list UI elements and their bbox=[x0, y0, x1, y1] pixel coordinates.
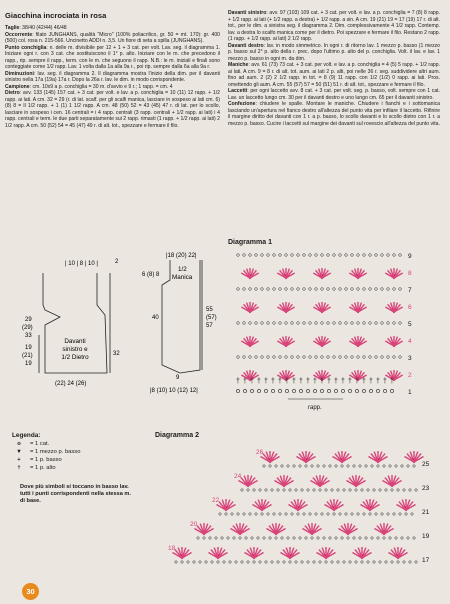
paragraph bbox=[228, 10, 440, 43]
shell-stitch bbox=[230, 523, 249, 535]
shell-stitch bbox=[310, 475, 329, 487]
shell-stitch bbox=[349, 268, 366, 279]
sleeve-right: 55 bbox=[206, 307, 213, 313]
svg-text:†: † bbox=[264, 378, 268, 385]
shell-stitch bbox=[396, 499, 415, 511]
sleeve-bottom2: |8 (10) 10 (12) 12| bbox=[150, 388, 198, 394]
shell-stitch bbox=[274, 475, 293, 487]
paragraph-heading: Punto conchiglia bbox=[5, 44, 47, 51]
shell-stitch bbox=[352, 547, 371, 559]
svg-text:†: † bbox=[313, 378, 317, 385]
shell-stitch bbox=[388, 547, 407, 559]
paragraph-text: : cm. 10x9 a p. conchiglia = 30 m. d'avvio e 9 r.; 1 rapp. = cm. 4 bbox=[29, 83, 173, 90]
paragraph bbox=[5, 32, 220, 45]
article-title: Giacchina incrociata in rosa bbox=[5, 11, 107, 20]
body-schematic bbox=[5, 245, 135, 405]
svg-text:†: † bbox=[271, 378, 275, 385]
diagram1 bbox=[228, 247, 428, 412]
paragraph-heading: Campione bbox=[5, 83, 30, 90]
row-number: 26 bbox=[256, 449, 264, 456]
paragraph-text: : chiudere le spalle. Montare le maniche. Chiudere i fianchi e i sottomanica lasciando un'apertura nel fianco destro all'altezza del punto vita per infilare il laccetto. Rifinire il margine diritto dei davanti con 1 r. a p. basso, lo scollo davanti e lo scollo dietro con 1 r. a mezzo p. basso. Cucire i laccetti sul margine dei davanti sul rovescio all'altezza del punto vita. bbox=[228, 101, 440, 127]
left-column bbox=[5, 10, 220, 129]
svg-text:†: † bbox=[390, 378, 394, 385]
legend-text: = 1 p. alto bbox=[30, 465, 56, 471]
shell-stitch bbox=[332, 451, 351, 463]
row-number: 2 bbox=[408, 372, 412, 379]
row-number: 20 bbox=[190, 521, 198, 528]
schematic-left-b: 19 bbox=[25, 345, 32, 351]
row-number: 1 bbox=[408, 389, 412, 396]
paragraph-text: : lav. seg. il diagramma 2. Il diagramma mostra l'inizio della dim. per il davanti sinistro nella 17a (19a) 17a r. Dopo la 26a r. lav. le dim. in modo corrispondente. bbox=[5, 70, 220, 83]
shell-stitch bbox=[349, 336, 366, 347]
svg-text:(21): (21) bbox=[22, 353, 33, 359]
legend-text: = 1 cat. bbox=[30, 441, 50, 447]
svg-text:†: † bbox=[306, 378, 310, 385]
legend-item bbox=[12, 448, 122, 456]
svg-text:57: 57 bbox=[206, 323, 213, 329]
sleeve-top: |18 (20) 22| bbox=[166, 253, 197, 259]
paragraph-heading: Dietro bbox=[5, 90, 20, 96]
svg-text:†: † bbox=[257, 378, 261, 385]
shell-stitch bbox=[338, 523, 357, 535]
paragraph-text: : filato JUNGHANS, qualità "Micro" (100% poliacrilico, gr. 50 = mt. 170): gr. 400 (500) col. rosa n. 215-566. Uncinetto ADDI n. 3,5. Un fiore di seta a spilla (JUNGHANS). bbox=[5, 31, 220, 44]
legend bbox=[12, 432, 122, 472]
row-number: 21 bbox=[422, 509, 430, 516]
shell-stitch bbox=[277, 268, 294, 279]
paragraph-heading: Occorrente bbox=[5, 31, 33, 38]
schematic-left-a: 29 bbox=[25, 317, 32, 323]
paragraph-text: : avv. 97 (103) 109 cat. + 3 cat. per volt. e lav. a p. conchiglia = 7 (8) 8 rapp. + 1/2 rapp. ai lati (+ 1/2 rapp. a destra) + 1/2 rapp. a sin. A cm. 19 (21) 19 = 17 (19) 17 r. di alt. tot., per le dim. a sinistra seg. il diagramma 2. Dim. complessivamente 4 1/2 rapp. Contemp. lav. a destra lo scalfo manica come per il dietro. Poi spezzare e fermare il filo. Restano 2 rapp. (1 rapp. + 1/2 rapp. ai lati) 2 1/2 rapp. bbox=[228, 10, 441, 42]
svg-text:(57): (57) bbox=[206, 315, 217, 321]
legend-title: Legenda: bbox=[12, 432, 41, 439]
shell-stitch bbox=[302, 523, 321, 535]
svg-text:†: † bbox=[383, 378, 387, 385]
shell-stitch bbox=[385, 268, 402, 279]
shell-stitch bbox=[208, 547, 227, 559]
paragraph-heading: Diminuzioni bbox=[5, 70, 34, 77]
shell-stitch bbox=[277, 336, 294, 347]
shell-stitch bbox=[385, 302, 402, 313]
shell-stitch bbox=[260, 451, 279, 463]
svg-text:†: † bbox=[334, 378, 338, 385]
svg-text:†: † bbox=[320, 378, 324, 385]
svg-text:†: † bbox=[348, 378, 352, 385]
row-number: 4 bbox=[408, 338, 412, 345]
svg-text:†: † bbox=[299, 378, 303, 385]
svg-text:†: † bbox=[355, 378, 359, 385]
paragraph-text: : lav. in modo simmetrico. In ogni r. di ritorno lav. 1 mezzo p. basso (1 mezzo p. basso sul 2° p. alto della r. prec. dopo l'ultimo p. alto del p. conchiglia. Volt. il lav. e lav. 1 mezzo p. basso in ogni m. da dim. bbox=[228, 42, 441, 62]
paragraph-heading: Confezione bbox=[228, 101, 256, 107]
paragraph-text: : 38/40 (42/44) 46/48 bbox=[19, 25, 67, 31]
sleeve-left2: 40 bbox=[152, 315, 159, 321]
paragraph-heading: Maniche bbox=[228, 62, 249, 68]
svg-text:†: † bbox=[292, 378, 296, 385]
svg-text:†: † bbox=[243, 378, 247, 385]
shell-stitch bbox=[349, 302, 366, 313]
paragraph-heading: Taglie bbox=[5, 25, 20, 31]
row-number: 9 bbox=[408, 253, 412, 260]
row-number: 23 bbox=[422, 485, 430, 492]
diagram1-title: Diagramma 1 bbox=[228, 239, 272, 246]
legend-text: = 1 mezzo p. basso bbox=[30, 449, 81, 455]
legend-note: Dove più simboli si toccano in basso lav. tutti i punti corrispondenti nella stessa m. di base. bbox=[20, 484, 131, 505]
paragraph-heading: Davanti sinistro bbox=[228, 10, 267, 16]
svg-text:(29): (29) bbox=[22, 325, 33, 331]
row-number: 6 bbox=[408, 304, 412, 311]
schematic-top-dims: | 10 | 8 | 10 | bbox=[65, 261, 98, 267]
row-number: 24 bbox=[234, 473, 242, 480]
svg-text:33: 33 bbox=[25, 333, 32, 339]
schematic-top-right: 2 bbox=[115, 259, 119, 265]
shell-stitch bbox=[280, 547, 299, 559]
shell-stitch bbox=[266, 523, 285, 535]
page-number: 30 bbox=[22, 583, 39, 600]
paragraph-heading: Laccetti bbox=[228, 88, 248, 94]
instructions-right bbox=[228, 10, 440, 127]
shell-stitch bbox=[368, 451, 387, 463]
svg-text:†: † bbox=[369, 378, 373, 385]
shell-stitch bbox=[382, 475, 401, 487]
row-number: 5 bbox=[408, 321, 412, 328]
sleeve-bottom: 9 bbox=[176, 375, 180, 381]
paragraph-text: : avv. 133 (145) 157 cat. + 3 cat. per volt. e lav. a p. conchiglia = 10 (11) 12 rapp. + 1/2 rapp. ai lati. A cm. 32 = 29 (r. di lat. scalf. per gli scalfi manica, lasciare in sospeso ai lati cm. 6) (8) 8 = Il 1/2 rapp. + 1 (1) 1 1/2 rapp. A cm. 48 (50) 52 = 43 (45) 47 r. di lat. per lo scollo, lasciare in sospeso i cen. 16 centrali = i 4 rapp. centrali (3 rapp. centrali + 1/2 rapp. ai lati) i 4 rapp. centrali e term. le due parti separatamente sui 2 rapp. rimasti (1 rapp. + 1/2 rapp. ai lati) 2 1/2 rapp. A cm. 50 (52) 54 = 45 (47) 49 r. di alt. tot., spezzare e fermare il filo. bbox=[5, 90, 220, 129]
svg-text:†: † bbox=[327, 378, 331, 385]
svg-text:†: † bbox=[376, 378, 380, 385]
svg-text:†: † bbox=[362, 378, 366, 385]
paragraph bbox=[228, 101, 440, 127]
shell-stitch bbox=[277, 302, 294, 313]
paragraph bbox=[228, 62, 440, 88]
shell-stitch bbox=[385, 336, 402, 347]
legend-symbol-icon: o bbox=[17, 441, 21, 447]
row-number: 3 bbox=[408, 355, 412, 362]
svg-text:†: † bbox=[285, 378, 289, 385]
shell-stitch bbox=[241, 336, 258, 347]
legend-item bbox=[12, 440, 122, 448]
row-number: 17 bbox=[422, 557, 430, 564]
paragraph bbox=[228, 43, 440, 63]
legend-symbol-icon: ▼ bbox=[16, 449, 22, 455]
schematic-right-a: 32 bbox=[113, 351, 120, 357]
right-column bbox=[228, 10, 440, 127]
shell-stitch bbox=[241, 302, 258, 313]
shell-stitch bbox=[241, 268, 258, 279]
paragraph-text: : avv. 61 (73) 73 cat. + 3 cat. per volt. e lav. a p. conchiglia = 4 (5) 5 rapp. + 1/2 rapp. ai lati. A cm. 9 = 8 r. di alt. tot. aum. ai lati 2 p. alti, poi nelle 36 r. seg. suddividere altri aum. fino ad aum. 2 (2) 2 1/2 rapp. in tot. = 8 (9) 11 rapp. con 1/2 (1/2) 0 rapp. ai lati. Pros. omettendo gli aum. A cm. 55 (57) 57 = 50 (51) 51 r. di alt. tot., spezzare e fermare il filo. bbox=[228, 62, 440, 88]
paragraph bbox=[5, 45, 220, 71]
instructions-left bbox=[5, 25, 220, 129]
paragraph-text: : n. delle m. divisibile per 12 + 1 + 3 cat. per volt. Lav. seg. il diagramma 1. Iniziare ogni r. con 3 cat. che sostituiscono il 1° p. alto. Iniziare con le m. che precedono il rapp., rip. sempre il rapp., term. con le m. che seguono il rapp. N.B.: le m. iniziali e finali sono conteggiate come 1/2 rapp. Lav. 1 volta dalla 1a alla 9a r., poi rip. sempre dalla 6a alla 9a r. bbox=[5, 44, 220, 70]
shell-stitch bbox=[313, 302, 330, 313]
row-number: 18 bbox=[168, 545, 176, 552]
legend-item bbox=[12, 456, 122, 464]
sleeve-label: 1/2 Manica bbox=[172, 266, 193, 281]
paragraph bbox=[5, 71, 220, 84]
schematic-label: Davanti sinistro e 1/2 Dietro bbox=[61, 338, 89, 361]
legend-symbol-icon: † bbox=[17, 465, 21, 471]
sleeve-schematic bbox=[140, 245, 230, 415]
row-number: 25 bbox=[422, 461, 430, 468]
svg-text:19: 19 bbox=[25, 361, 32, 367]
diagram2-title: Diagramma 2 bbox=[155, 432, 199, 439]
shell-stitch bbox=[296, 451, 315, 463]
shell-stitch bbox=[404, 451, 423, 463]
svg-text:†: † bbox=[250, 378, 254, 385]
svg-text:†: † bbox=[341, 378, 345, 385]
shell-stitch bbox=[244, 547, 263, 559]
schematic-bottom: (22) 24 (26) bbox=[55, 381, 87, 387]
repeat-label: rapp. bbox=[308, 405, 322, 411]
row-number: 7 bbox=[408, 287, 412, 294]
row-number: 19 bbox=[422, 533, 430, 540]
paragraph-text: : per ogni laccetto avv. 8 cat. + 3 cat. per volt. seg. p. basso, volt. sempre con 1 cat. Lav. un laccetto lungo cm. 30 per il davanti destro e uno lungo cm. 65 per il davanti sinistro. bbox=[228, 88, 440, 101]
shell-stitch bbox=[252, 499, 271, 511]
shell-stitch bbox=[216, 499, 235, 511]
shell-stitch bbox=[360, 499, 379, 511]
legend-item bbox=[12, 464, 122, 472]
shell-stitch bbox=[316, 547, 335, 559]
shell-stitch bbox=[288, 499, 307, 511]
shell-stitch bbox=[324, 499, 343, 511]
sleeve-left: 6 (8) 8 bbox=[142, 272, 160, 278]
paragraph bbox=[228, 88, 440, 101]
legend-symbol-icon: + bbox=[17, 457, 21, 463]
shell-stitch bbox=[374, 523, 393, 535]
shell-stitch bbox=[194, 523, 213, 535]
row-number: 8 bbox=[408, 270, 412, 277]
paragraph bbox=[5, 90, 220, 129]
legend-text: = 1 p. basso bbox=[30, 457, 62, 463]
shell-stitch bbox=[385, 370, 402, 381]
paragraph-heading: Davanti destro bbox=[228, 42, 264, 49]
svg-text:†: † bbox=[236, 378, 240, 385]
shell-stitch bbox=[346, 475, 365, 487]
svg-text:†: † bbox=[278, 378, 282, 385]
shell-stitch bbox=[238, 475, 257, 487]
shell-stitch bbox=[313, 336, 330, 347]
row-number: 22 bbox=[212, 497, 220, 504]
shell-stitch bbox=[313, 268, 330, 279]
shell-stitch bbox=[172, 547, 191, 559]
diagram2 bbox=[160, 438, 435, 578]
